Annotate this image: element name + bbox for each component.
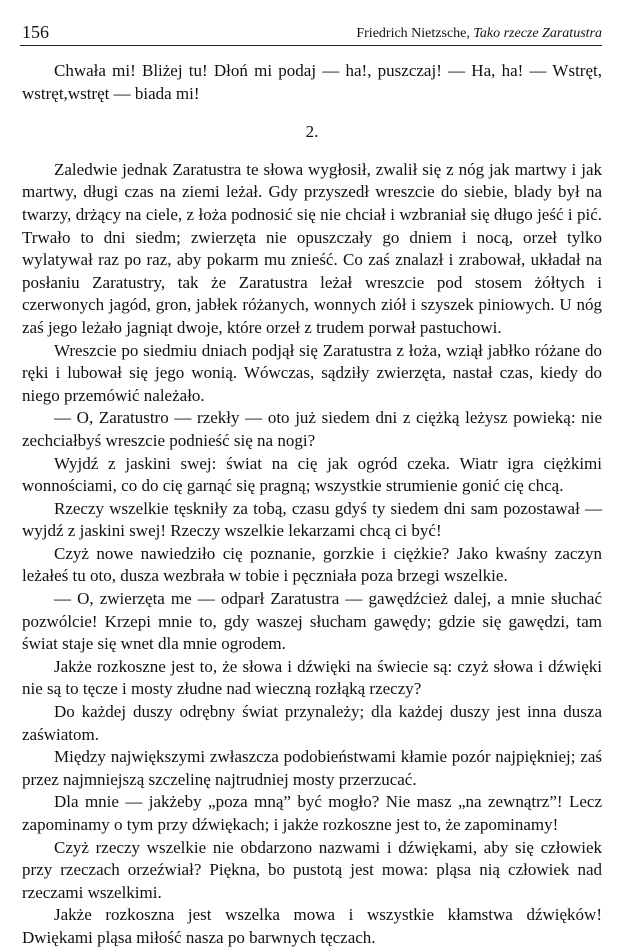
paragraph: Czyż rzeczy wszelkie nie obdarzono nazwami i dźwiękami, aby się człowiek przy rzeczach orzeźwiał? Piękna, bo pustotą jest mowa: pląsa nią człowiek nad rzeczami wszelkimi. <box>22 837 602 902</box>
paragraph: — O, zwierzęta me — odparł Zaratustra — gawędźcież dalej, a mnie słuchać pozwólcie! Krzepi mnie to, gdy waszej słucham gawędy; gdzie się gawędzi, tam świat staje się wnet dla mnie ogrodem. <box>22 589 602 654</box>
page-body <box>22 60 602 950</box>
header-rule <box>20 45 602 46</box>
section-number: 2. <box>305 122 319 142</box>
paragraph: Jakże rozkoszna jest wszelka mowa i wszystkie kłamstwa dźwięków! Dwiękami pląsa miłość nasza po barwnych tęczach. <box>22 905 602 947</box>
running-head-title: Tako rzecze Zaratustra <box>473 26 602 41</box>
paragraph: Do każdej duszy odrębny świat przynależy; dla każdej duszy jest inna dusza zaświatom. <box>22 702 602 744</box>
opening-paragraph: Chwała mi! Bliżej tu! Dłoń mi podaj — ha!, puszczaj! — Ha, ha! — Wstręt, wstręt,wstręt — biada mi! <box>22 61 602 103</box>
paragraph: Rzeczy wszelkie tęskniły za tobą, czasu gdyś ty siedem dni sam pozostawał — wyjdź z jaskini swej! Rzeczy wszelkie lekarzami chcą ci być! <box>22 498 602 541</box>
page-header <box>22 22 602 52</box>
running-head <box>356 26 602 42</box>
page-number: 156 <box>22 22 49 42</box>
paragraph: Między największymi zwłaszcza podobieństwami kłamie pozór najpiękniej; zaś przez najmniejszą szczelinę najtrudniej mosty przerzucać. <box>22 747 602 789</box>
paragraph: Wyjdź z jaskini swej: świat na cię jak ogród czeka. Wiatr igra ciężkimi wonnościami, co do cię garnąć się pragną; wszystkie strumienie gonić cię chcą. <box>22 453 602 496</box>
paragraph: Wreszcie po siedmiu dniach podjął się Zaratustra z łoża, wziął jabłko różane do ręki i lubował się jego wonią. Wówczas, sądziły zwierzęta, nastał czas, kiedy do niego przemówić należało. <box>22 340 602 405</box>
paragraph: — O, Zaratustro — rzekły — oto już siedem dni z ciężką leżysz powieką: nie zechciałbyś wreszcie podnieść się na nogi? <box>22 408 602 450</box>
paragraph: Czyż nowe nawiedziło cię poznanie, gorzkie i ciężkie? Jako kwaśny zaczyn leżałeś tu oto, dusza wezbrała w tobie i pęczniała poza brzegi wszelkie. <box>22 543 602 586</box>
running-head-author: Friedrich Nietzsche, <box>356 26 474 41</box>
paragraph: Zaledwie jednak Zaratustra te słowa wygłosił, zwalił się z nóg jak martwy i jak martwy, długi czas na ziemi leżał. Gdy przyszedł wreszcie do siebie, blady był na twarzy, drżący na ciele, z łoża podnosić się nie chciał i wzbraniał się długo jeść i pić. Trwało to dni siedm; zwierzęta nie opuszczały go dniem i nocą, orzeł tylko wylatywał raz po raz, aby pokarm mu znieść. Co zaś znalazł i zrabował, układał na posłaniu Zaratustry, tak że Zaratustra leżał wreszcie pod stosem żółtych i czerwonych jagód, gron, jabłek różanych, wonnych ziół i szyszek piniowych. U nóg zaś jego leżało jagniąt dwoje, które orzeł z trudem porwał pastuchowi. <box>22 159 602 337</box>
paragraph: Jakże rozkoszne jest to, że słowa i dźwięki na świecie są: czyż słowa i dźwięki nie są to tęcze i mosty złudne nad wieczną rozłąką rzeczy? <box>22 656 602 699</box>
paragraph: Dla mnie — jakżeby „poza mną” być mogło? Nie masz „na zewnątrz”! Lecz zapominamy o tym przy dźwiękach; i jakże rozkoszne jest to, że zapominamy! <box>22 792 602 834</box>
